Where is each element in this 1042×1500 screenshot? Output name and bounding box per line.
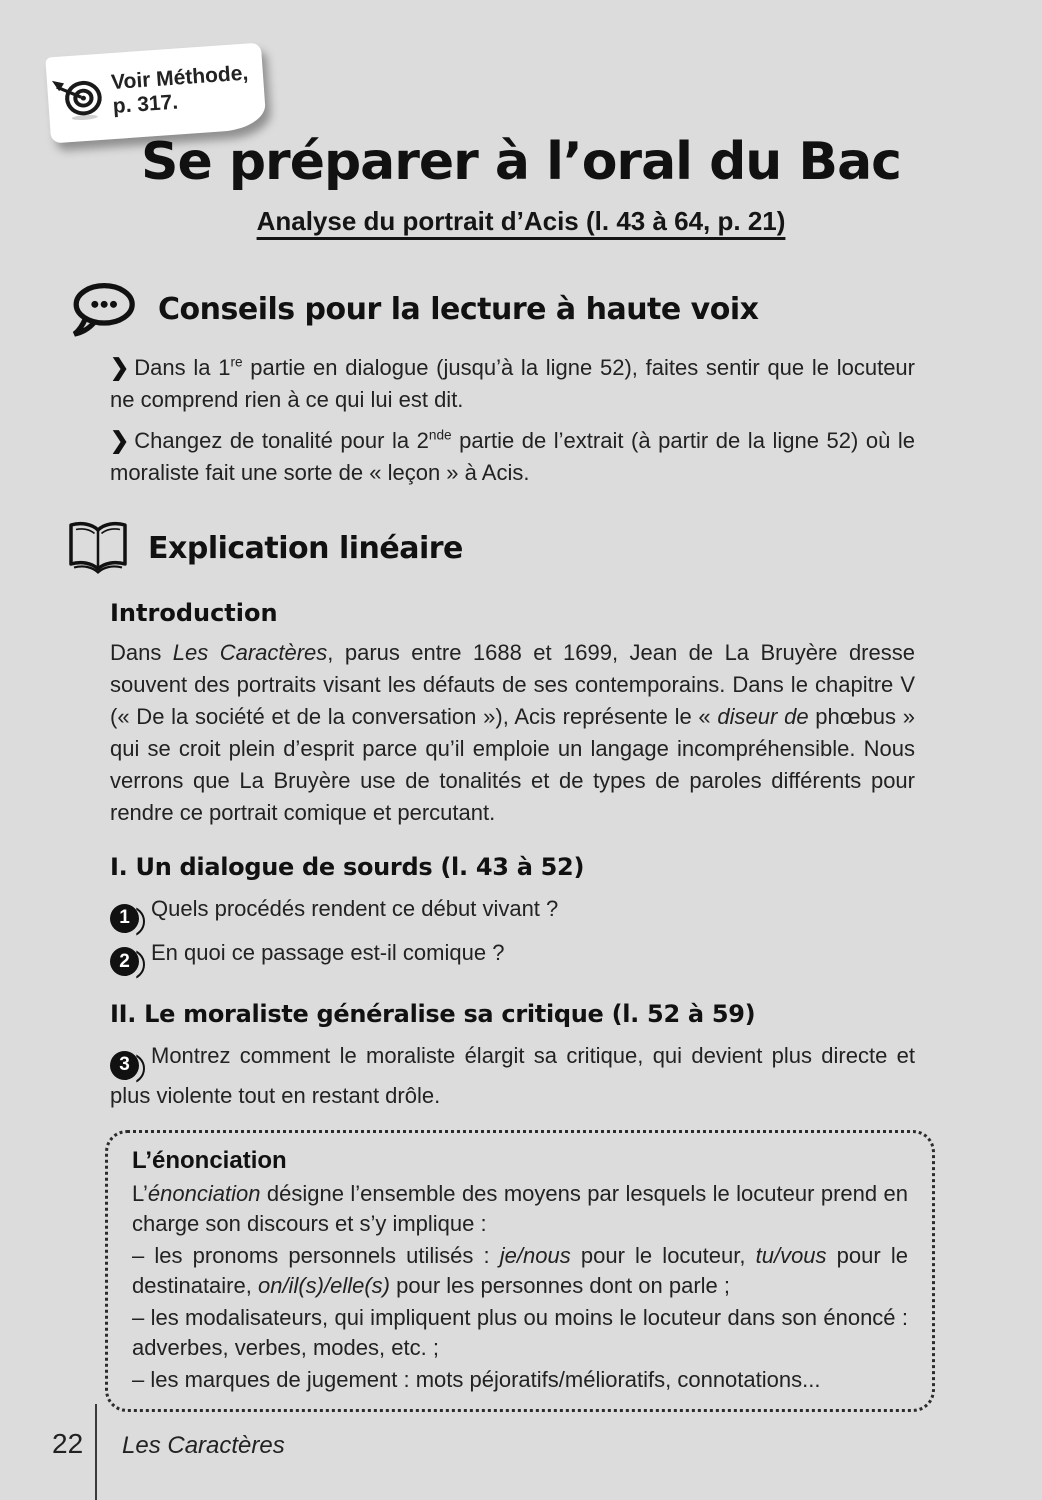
definition-item-3: [132, 1365, 908, 1395]
page-title: Se préparer à l’oral du Bac: [141, 132, 901, 192]
pronoun-italic: tu/vous: [755, 1242, 827, 1268]
definition-text: pour le destinataire,: [132, 1242, 908, 1298]
question-number-badge: 2: [110, 947, 139, 976]
definition-box-heading: L’énonciation: [132, 1146, 287, 1174]
pronoun-italic: on/il(s)/elle(s): [257, 1272, 390, 1298]
question-2: [110, 937, 915, 977]
definition-text: désigne l’ensemble des moyens par lesquels le locuteur prend en charge son discours et s’y implique :: [132, 1180, 908, 1236]
definition-text: L’: [132, 1180, 148, 1206]
quoted-italic: diseur de: [717, 704, 809, 729]
definition-item-1: [132, 1241, 908, 1301]
open-book-icon: [62, 519, 134, 577]
section-explication-heading: [62, 519, 942, 577]
tip-text: Dans la 1: [134, 355, 231, 380]
reading-tip-1: [110, 351, 915, 416]
part-1-heading: I. Un dialogue de sourds (l. 43 à 52): [110, 853, 585, 881]
work-title-italic: Les Caractères: [172, 640, 328, 665]
ordinal-superscript: re: [230, 354, 243, 370]
definition-text: – les modalisateurs, qui impliquent plus ou moins le locuteur dans son énoncé : adverbes, verbes, modes, etc. ;: [132, 1304, 908, 1360]
note-text: [110, 61, 250, 119]
page-subtitle: Analyse du portrait d’Acis (l. 43 à 64, p. 21): [256, 206, 786, 236]
method-reference-note: [45, 43, 266, 144]
book-title: Les Caractères: [122, 1432, 285, 1459]
definition-item-2: [132, 1303, 908, 1363]
arrow-bullet-icon: ❯: [110, 354, 130, 380]
question-1: [110, 893, 915, 933]
page-number: 22: [52, 1428, 84, 1459]
intro-text: Dans: [110, 640, 173, 665]
reading-tip-2: [110, 424, 915, 489]
section-conseils-heading: [62, 281, 942, 337]
question-text: Quels procédés rendent ce début vivant ?: [151, 896, 559, 921]
definition-text: pour les personnes dont on parle ;: [390, 1272, 731, 1298]
ordinal-superscript: nde: [428, 427, 452, 443]
note-line-1: Voir Méthode,: [110, 61, 249, 94]
section-explication-title: Explication linéaire: [148, 530, 463, 566]
footer-divider: [95, 1404, 97, 1500]
definition-paragraph: [132, 1179, 908, 1239]
target-dart-icon: [50, 67, 110, 127]
question-text: Montrez comment le moraliste élargit sa critique, qui devient plus directe et plus violente tout en restant drôle.: [110, 1043, 915, 1108]
question-text: En quoi ce passage est-il comique ?: [151, 939, 505, 965]
tip-text: partie en dialogue (jusqu’à la ligne 52), faites sentir que le locuteur ne comprend rien à ce qui lui est dit.: [110, 355, 915, 412]
question-number-badge: 1: [110, 904, 139, 933]
introduction-paragraph: [110, 637, 915, 829]
question-number-badge: 3: [110, 1051, 139, 1080]
introduction-heading: Introduction: [110, 599, 278, 627]
section-conseils-title: Conseils pour la lecture à haute voix: [158, 291, 759, 327]
definition-text: pour le locuteur,: [570, 1242, 756, 1268]
arrow-bullet-icon: ❯: [110, 427, 130, 453]
tip-text: Changez de tonalité pour la 2: [134, 428, 429, 453]
intro-text: phœbus » qui se croit plein d’esprit parce qu’il emploie un langage incompréhensible. Nous verrons que La Bruyère use de tonalités et de types de paroles différents pour rendre ce portrait comique et percutant.: [110, 704, 915, 825]
intro-text: , parus entre 1688 et 1699, Jean de La Bruyère dresse souvent des portraits visant les défauts de ses contemporains. Dans le chapitre V (« De la société et de la conversation »), Acis représente le «: [110, 640, 915, 729]
tip-text: partie de l’extrait (à partir de la ligne 52) où le moraliste fait une sorte de « leçon » à Acis.: [110, 428, 915, 485]
definition-text: – les marques de jugement : mots péjoratifs/mélioratifs, connotations...: [132, 1366, 821, 1392]
page-footer: [0, 1404, 1042, 1500]
term-italic: énonciation: [147, 1180, 261, 1206]
definition-box-enonciation: [105, 1130, 935, 1412]
pronoun-italic: je/nous: [499, 1242, 571, 1268]
speech-bubble-icon: [62, 281, 144, 337]
note-line-2: p. 317.: [112, 90, 179, 119]
question-3: [110, 1040, 915, 1112]
part-2-heading: II. Le moraliste généralise sa critique (l. 52 à 59): [110, 1000, 756, 1028]
definition-text: – les pronoms personnels utilisés :: [132, 1242, 500, 1268]
